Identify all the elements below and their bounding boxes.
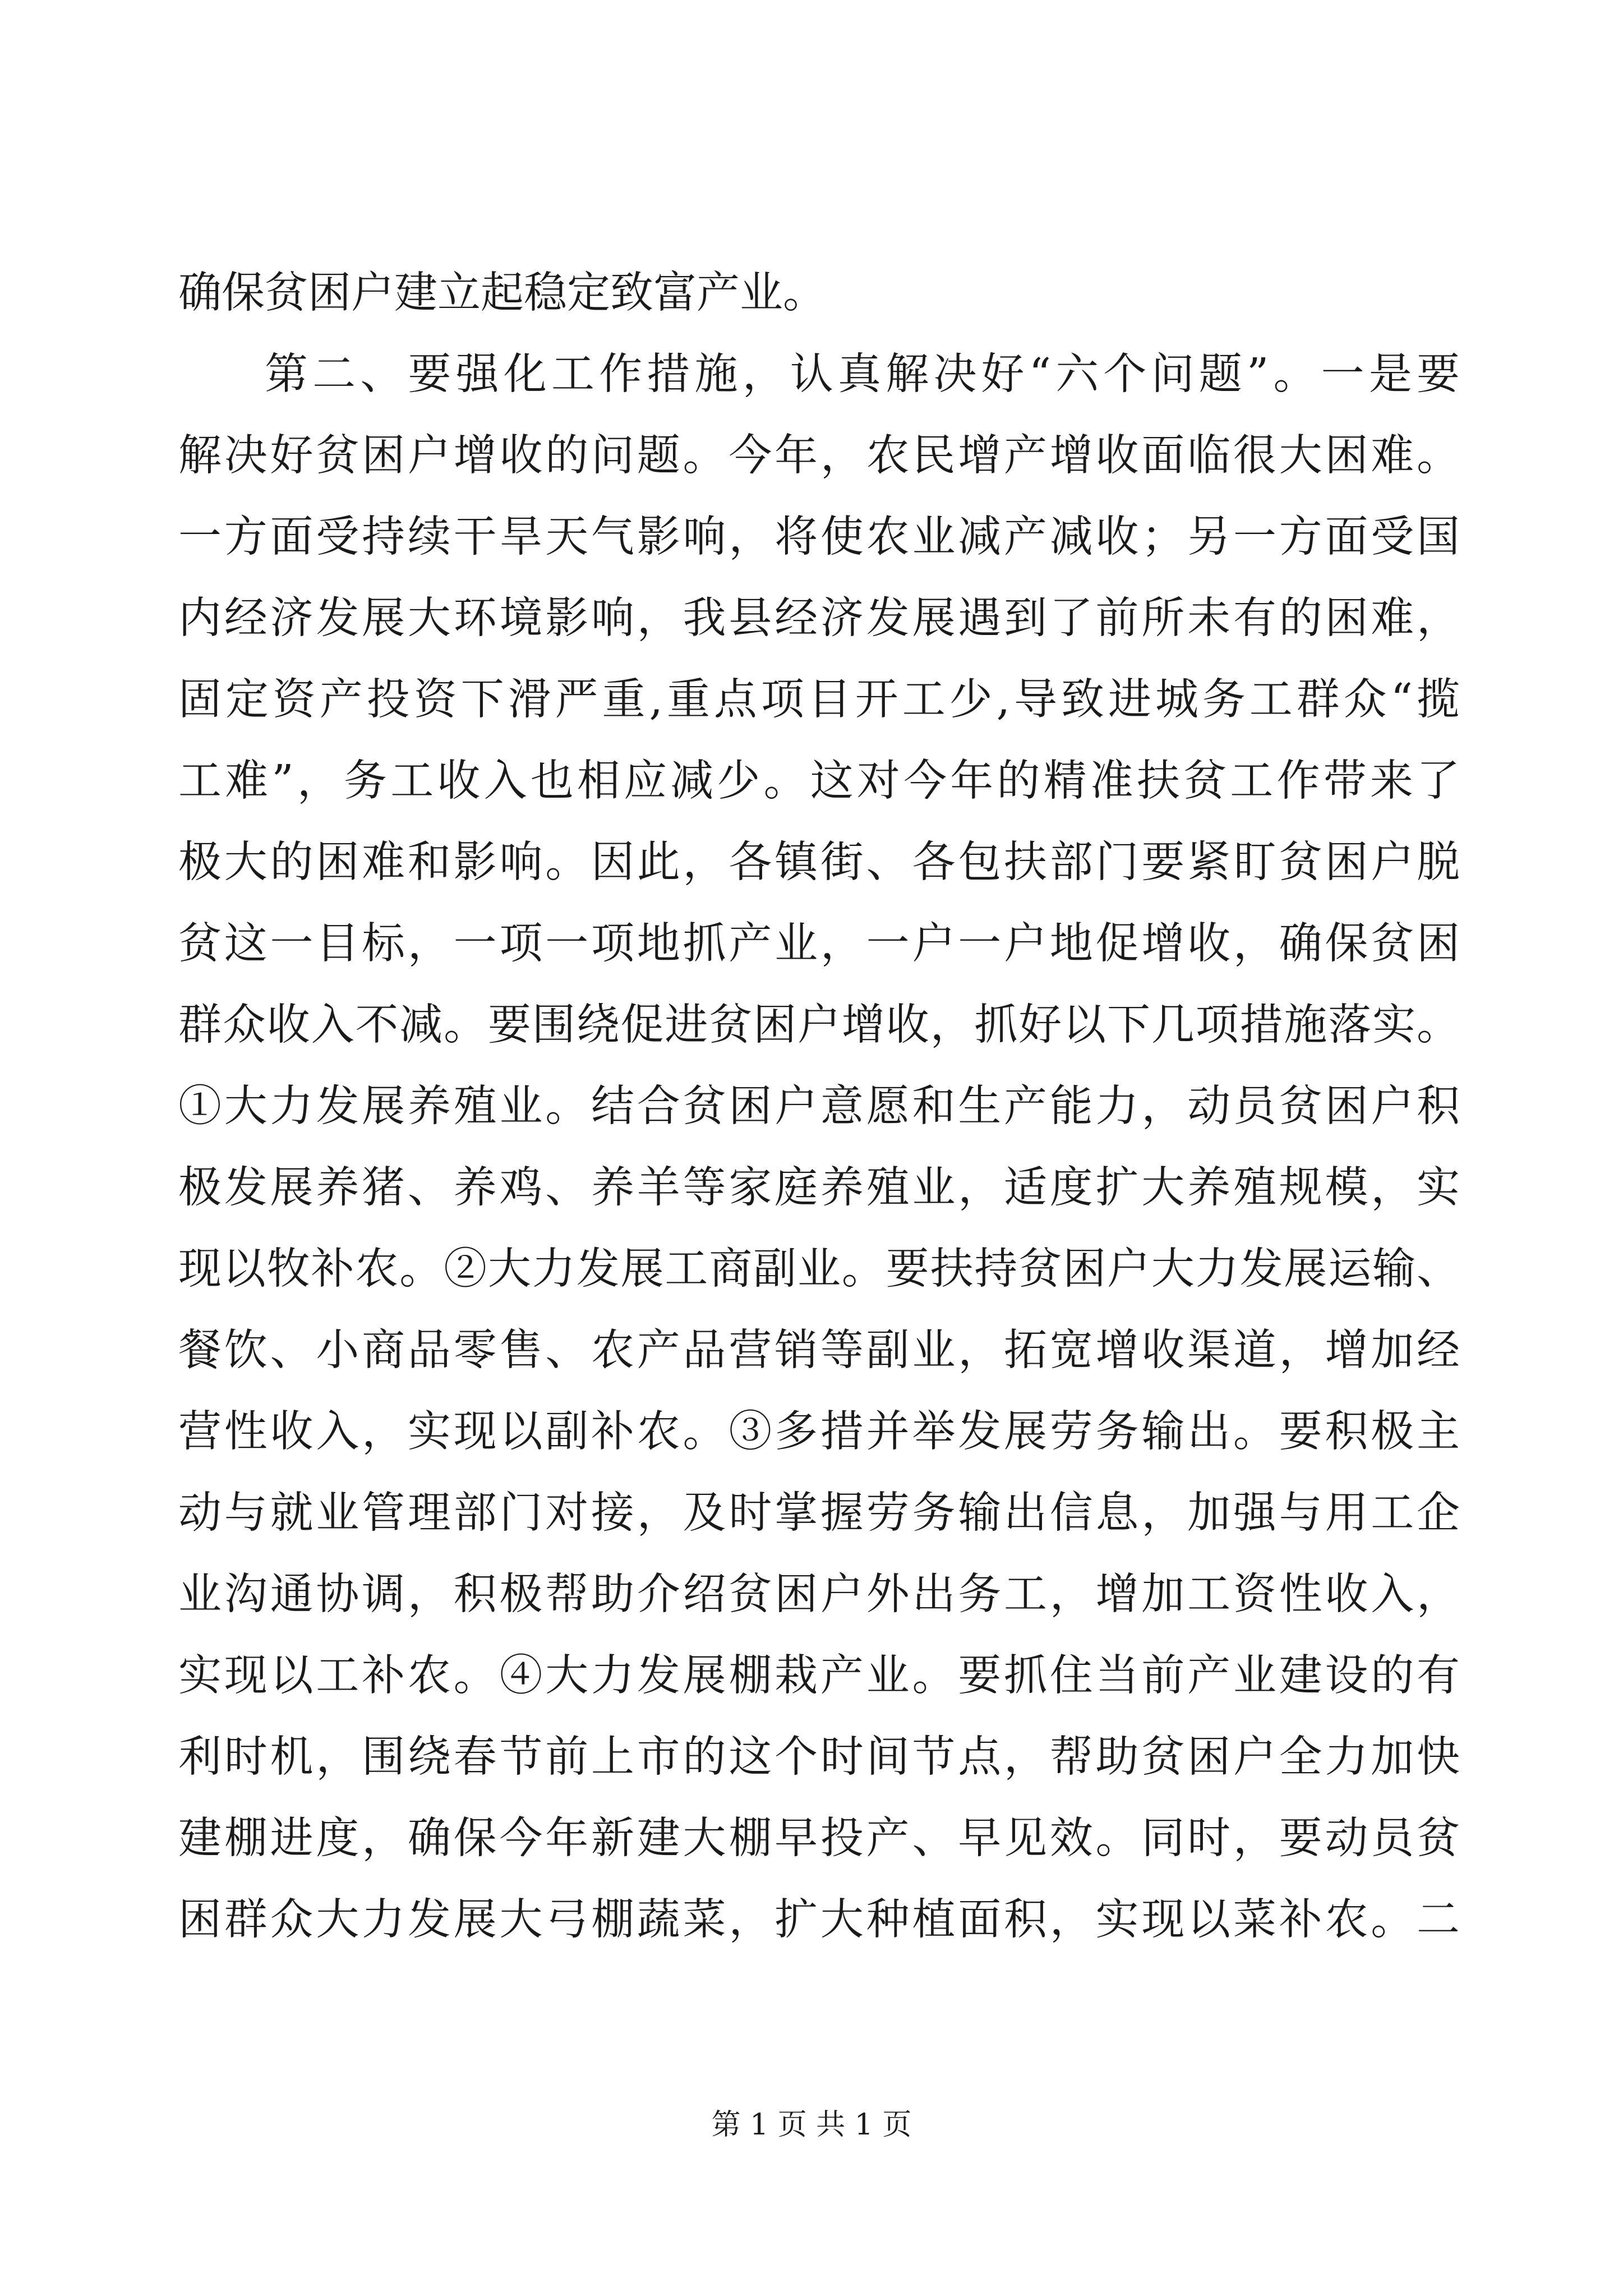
text-line: 内经济发展大环境影响，我县经济发展遇到了前所未有的困难， xyxy=(178,593,1460,643)
page-number-label: 第 1 页 共 1 页 xyxy=(711,2108,912,2142)
text-line: 贫这一目标，一项一项地抓产业，一户一户地促增收，确保贫困 xyxy=(178,919,1460,969)
page-footer xyxy=(0,2101,1623,2143)
text-line: 餐饮、小商品零售、农产品营销等副业，拓宽增收渠道，增加经 xyxy=(178,1326,1460,1375)
text-line: 工难”，务工收入也相应减少。这对今年的精准扶贫工作带来了 xyxy=(178,756,1460,806)
text-line: 第二、要强化工作措施，认真解决好“六个问题”。一是要 xyxy=(265,349,1460,399)
text-line: 建棚进度，确保今年新建大棚早投产、早见效。同时，要动员贫 xyxy=(178,1814,1460,1864)
text-line: 固定资产投资下滑严重,重点项目开工少,导致进城务工群众“揽 xyxy=(178,675,1460,725)
text-line: 实现以工补农。④大力发展棚栽产业。要抓住当前产业建设的有 xyxy=(178,1651,1460,1701)
text-line: ①大力发展养殖业。结合贫困户意愿和生产能力，动员贫困户积 xyxy=(178,1082,1460,1131)
text-line: 业沟通协调，积极帮助介绍贫困户外出务工，增加工资性收入， xyxy=(178,1570,1460,1619)
document-body xyxy=(178,252,1460,1961)
text-line: 现以牧补农。②大力发展工商副业。要扶持贫困户大力发展运输、 xyxy=(178,1244,1460,1294)
text-line: 极发展养猪、养鸡、养羊等家庭养殖业，适度扩大养殖规模，实 xyxy=(178,1163,1460,1213)
text-line: 确保贫困户建立起稳定致富产业。 xyxy=(178,268,826,318)
text-line: 群众收入不减。要围绕促进贫困户增收，抓好以下几项措施落实。 xyxy=(178,1000,1460,1050)
text-line: 困群众大力发展大弓棚蔬菜，扩大种植面积，实现以菜补农。二 xyxy=(178,1895,1460,1945)
text-line: 极大的困难和影响。因此，各镇街、各包扶部门要紧盯贫困户脱 xyxy=(178,838,1460,887)
text-line: 一方面受持续干旱天气影响，将使农业减产减收；另一方面受国 xyxy=(178,512,1460,562)
text-line: 动与就业管理部门对接，及时掌握劳务输出信息，加强与用工企 xyxy=(178,1488,1460,1538)
text-line: 营性收入，实现以副补农。③多措并举发展劳务输出。要积极主 xyxy=(178,1407,1460,1457)
text-line: 解决好贫困户增收的问题。今年，农民增产增收面临很大困难。 xyxy=(178,431,1460,481)
text-line: 利时机，围绕春节前上市的这个时间节点，帮助贫困户全力加快 xyxy=(178,1732,1460,1782)
